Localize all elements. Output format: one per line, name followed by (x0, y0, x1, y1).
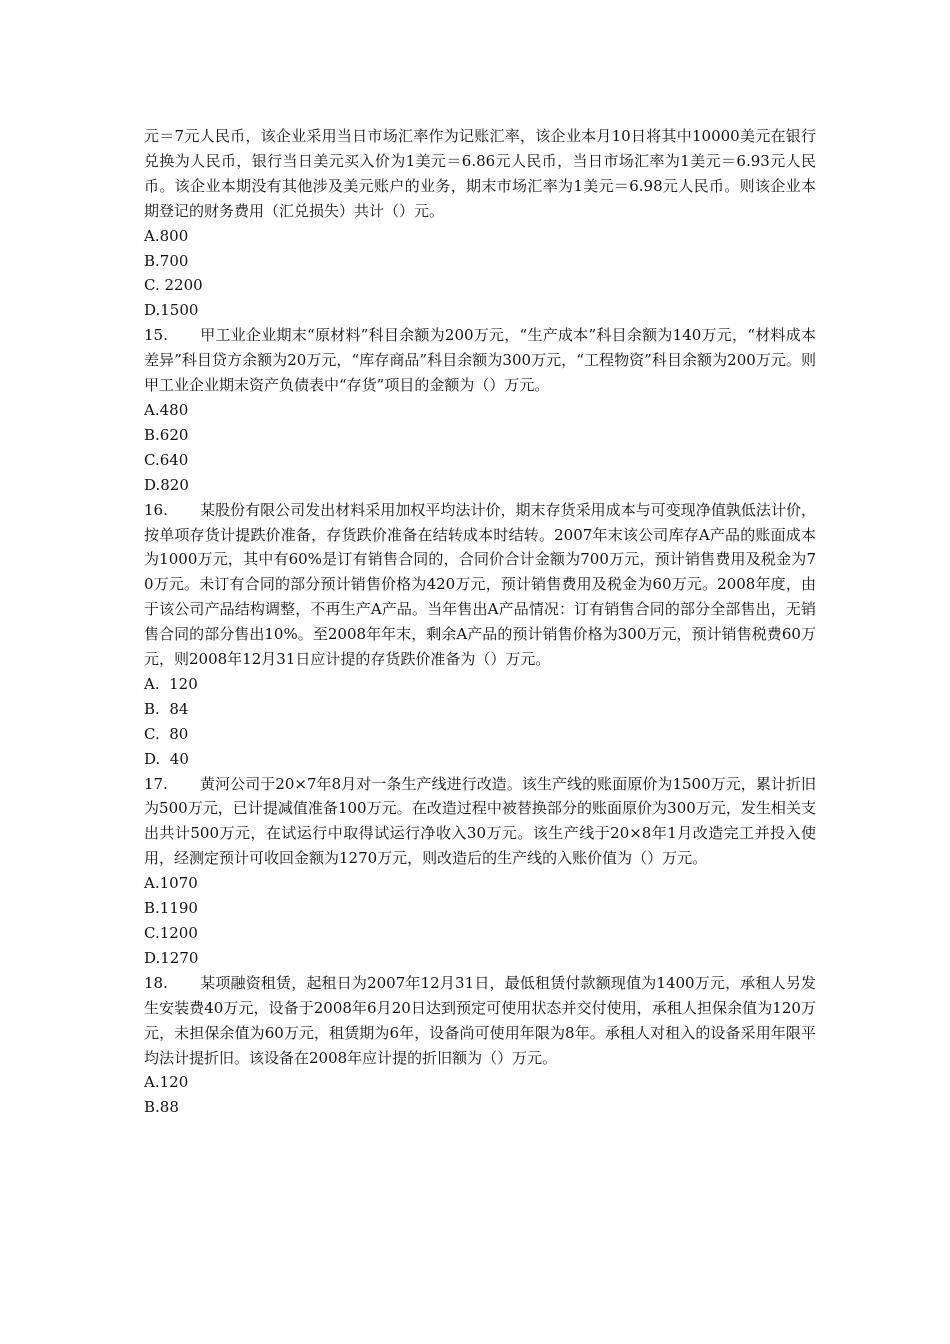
option-b: B.700 (144, 251, 189, 270)
question-body: 某股份有限公司发出材料采用加权平均法计价，期末存货采用成本与可变现净值孰低法计价，按单项存货计提跌价准备，存货跌价准备在结转成本时结转。2007年末该公司库存A产品的账面成本为1000万元，其中有60%是订有销售合同的，合同价合计金额为700万元，预计销售费用及税金为70万元。未订有合同的部分预计销售价格为420万元，预计销售费用及税金为60万元。2008年度，由于该公司产品结构调整，不再生产A产品。当年售出A产品情况：订有销售合同的部分全部售出，无销售合同的部分售出10%。至2008年年末，剩余A产品的预计销售价格为300万元，预计销售税费60万元，则2008年12月31日应计提的存货跌价准备为（）万元。 (144, 500, 816, 669)
option-b: B.88 (144, 1098, 179, 1117)
option-d: D. 40 (144, 749, 189, 768)
option-d: D.1270 (144, 948, 199, 967)
question-17 (144, 772, 816, 971)
option-b: B.620 (144, 425, 189, 444)
question-body: 某项融资租赁，起租日为2007年12月31日，最低租赁付款额现值为1400万元，承租人另发生安装费40万元，设备于2008年6月20日达到预定可使用状态并交付使用，承租人担保余值为120万元，未担保余值为60万元，租赁期为6年，设备尚可使用年限为8年。承租人对租入的设备采用年限平均法计提折旧。该设备在2008年应计提的折旧额为（）万元。 (144, 973, 816, 1067)
option-a: A.800 (144, 226, 189, 245)
question-16 (144, 498, 816, 772)
question-text (144, 971, 816, 1071)
option-c: C.1200 (144, 924, 198, 942)
question-15 (144, 323, 816, 497)
question-body: 黄河公司于20×7年8月对一条生产线进行改造。该生产线的账面原价为1500万元，累计折旧为500万元，已计提减值准备100万元。在改造过程中被替换部分的账面原价为300万元，发生相关支出共计500万元，在试运行中取得试运行净收入30万元。该生产线于20×8年1月改造完工并投入使用，经测定预计可收回金额为1270万元，则改造后的生产线的入账价值为（）万元。 (144, 774, 816, 868)
option-c: C. 2200 (144, 276, 203, 295)
option-b: B.1190 (144, 899, 198, 918)
option-c: C.640 (144, 450, 189, 469)
question-text (144, 772, 816, 872)
option-a: A.120 (144, 1073, 189, 1092)
question-18 (144, 971, 816, 1120)
question-text: 元＝7元人民币，该企业采用当日市场汇率作为记账汇率，该企业本月10日将其中10000美元在银行兑换为人民币，银行当日美元买入价为1美元＝6.86元人民币，当日市场汇率为1美元＝6.93元人民币。该企业本期没有其他涉及美元账户的业务，期末市场汇率为1美元＝6.98元人民币。则该企业本期登记的财务费用（汇兑损失）共计（）元。 (144, 127, 816, 220)
question-body: 甲工业企业期末“原材料”科目余额为200万元，“生产成本”科目余额为140万元，“材料成本差异”科目贷方余额为20万元，“库存商品”科目余额为300万元，“工程物资”科目余额为200万元。则甲工业企业期末资产负债表中“存货”项目的金额为（）万元。 (144, 326, 816, 395)
question-text (144, 323, 816, 398)
question-text (144, 498, 816, 672)
option-a: A. 120 (144, 674, 198, 693)
question-number: 17. (144, 774, 168, 793)
question-number: 15. (144, 326, 168, 345)
option-a: A.480 (144, 400, 189, 419)
question-number: 16. (144, 500, 168, 519)
document-body (144, 124, 816, 1120)
option-d: D.1500 (144, 301, 199, 320)
option-b: B. 84 (144, 699, 189, 718)
question-14-continuation (144, 124, 816, 323)
option-c: C. 80 (144, 724, 189, 743)
question-number: 18. (144, 973, 168, 992)
option-a: A.1070 (144, 874, 198, 893)
option-d: D.820 (144, 475, 189, 494)
